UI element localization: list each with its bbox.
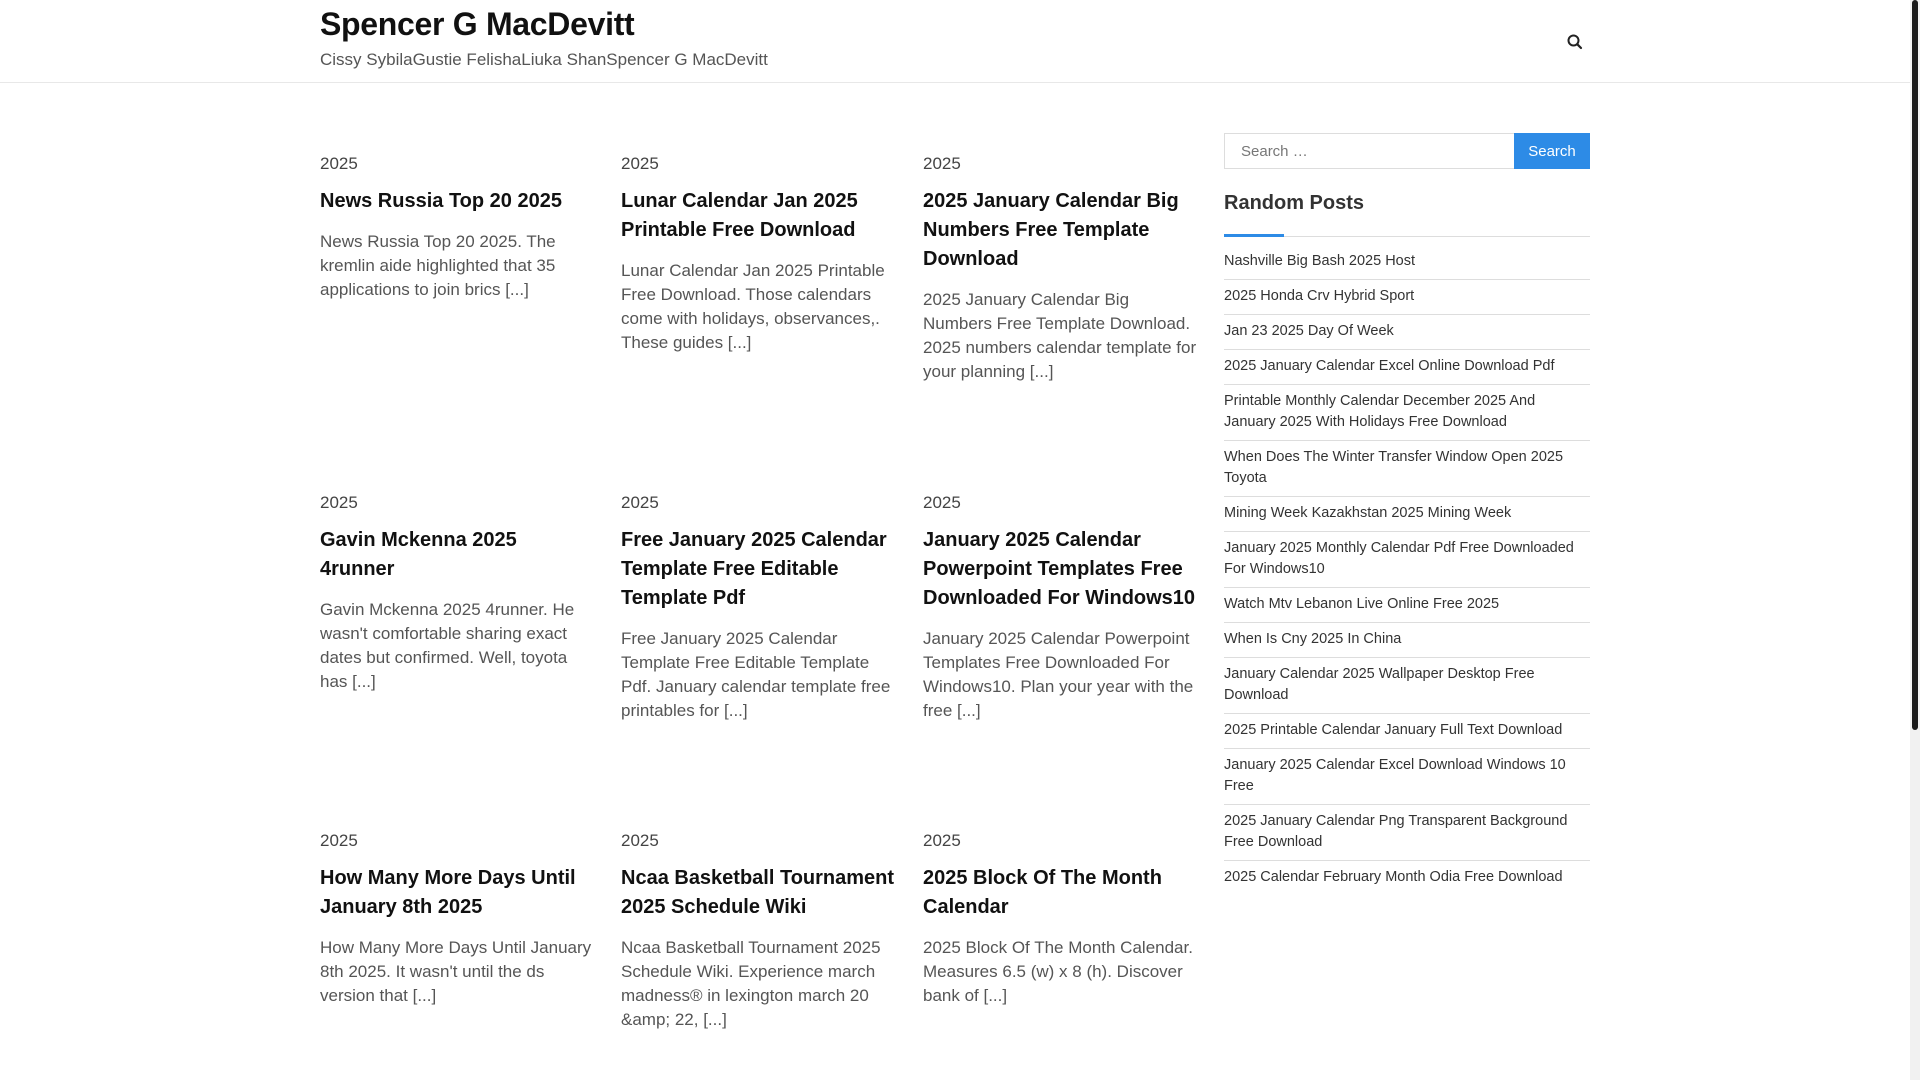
list-item xyxy=(1224,245,1590,280)
post-title[interactable]: January 2025 Calendar Powerpoint Templates Free Downloaded For Windows10 xyxy=(923,529,1196,609)
scrollbar-thumb[interactable] xyxy=(1912,0,1918,730)
post-excerpt: 2025 January Calendar Big Numbers Free Template Download. 2025 numbers calendar template for your planning [...] xyxy=(923,290,1197,381)
random-post-link[interactable]: 2025 January Calendar Png Transparent Background Free Download xyxy=(1224,813,1568,850)
list-item xyxy=(1224,532,1590,588)
random-post-link[interactable]: Printable Monthly Calendar December 2025 And January 2025 With Holidays Free Download xyxy=(1224,393,1536,430)
random-post-link[interactable]: When Is Cny 2025 In China xyxy=(1224,631,1402,647)
post-excerpt: Free January 2025 Calendar Template Free Editable Template Pdf. January calendar template free printables for [...] xyxy=(621,629,891,720)
random-post-link[interactable]: January 2025 Monthly Calendar Pdf Free Downloaded For Windows10 xyxy=(1224,540,1574,577)
post-category[interactable]: 2025 xyxy=(621,493,659,512)
search-input[interactable] xyxy=(1224,133,1514,169)
list-item xyxy=(1224,861,1590,895)
list-item xyxy=(1224,658,1590,714)
post-category[interactable]: 2025 xyxy=(320,831,358,850)
random-post-link[interactable]: Watch Mtv Lebanon Live Online Free 2025 xyxy=(1224,596,1500,612)
site-header xyxy=(0,0,1910,83)
post-excerpt: Gavin Mckenna 2025 4runner. He wasn't comfortable sharing exact dates but confirmed. Well, toyota has [...] xyxy=(320,600,575,691)
random-post-link[interactable]: 2025 January Calendar Excel Online Download Pdf xyxy=(1224,358,1555,374)
list-item xyxy=(1224,350,1590,385)
post-excerpt: Lunar Calendar Jan 2025 Printable Free Download. Those calendars come with holidays, observances,. These guides [...] xyxy=(621,261,885,352)
random-post-link[interactable]: Jan 23 2025 Day Of Week xyxy=(1224,323,1394,339)
post-card xyxy=(320,490,595,694)
post-title[interactable]: How Many More Days Until January 8th 2025 xyxy=(320,867,576,918)
random-post-link[interactable]: 2025 Calendar February Month Odia Free Download xyxy=(1224,869,1563,885)
random-post-link[interactable]: Mining Week Kazakhstan 2025 Mining Week xyxy=(1224,505,1512,521)
site-description: Cissy SybilaGustie FelishaLiuka ShanSpencer G MacDevitt xyxy=(320,50,768,69)
post-category[interactable]: 2025 xyxy=(320,493,358,512)
post-card xyxy=(621,828,896,1032)
search-button[interactable]: Search xyxy=(1514,133,1590,169)
post-excerpt: January 2025 Calendar Powerpoint Templates Free Downloaded For Windows10. Plan your year with the free [...] xyxy=(923,629,1194,720)
widget-title-accent xyxy=(1224,234,1284,237)
random-posts-title: Random Posts xyxy=(1224,192,1365,214)
post-card xyxy=(621,151,896,355)
post-title[interactable]: 2025 January Calendar Big Numbers Free Template Download xyxy=(923,190,1179,270)
random-post-link[interactable]: January Calendar 2025 Wallpaper Desktop Free Download xyxy=(1224,666,1535,703)
post-title[interactable]: Ncaa Basketball Tournament 2025 Schedule Wiki xyxy=(621,867,895,918)
post-category[interactable]: 2025 xyxy=(923,154,961,173)
random-post-link[interactable]: 2025 Printable Calendar January Full Text Download xyxy=(1224,722,1563,738)
post-category[interactable]: 2025 xyxy=(923,493,961,512)
random-post-link[interactable]: January 2025 Calendar Excel Download Windows 10 Free xyxy=(1224,757,1566,794)
post-card xyxy=(320,828,595,1008)
post-excerpt: How Many More Days Until January 8th 2025. It wasn't until the ds version that [...] xyxy=(320,938,592,1005)
list-item xyxy=(1224,280,1590,315)
post-title[interactable]: 2025 Block Of The Month Calendar xyxy=(923,867,1162,918)
list-item xyxy=(1224,749,1590,805)
random-post-link[interactable]: 2025 Honda Crv Hybrid Sport xyxy=(1224,288,1415,304)
site-title[interactable]: Spencer G MacDevitt xyxy=(320,6,635,42)
list-item xyxy=(1224,385,1590,441)
post-card xyxy=(621,490,896,723)
post-card xyxy=(923,490,1198,723)
post-title[interactable]: Free January 2025 Calendar Template Free Editable Template Pdf xyxy=(621,529,887,609)
sidebar-search-form xyxy=(1224,133,1590,169)
post-category[interactable]: 2025 xyxy=(621,154,659,173)
list-item xyxy=(1224,623,1590,658)
post-category[interactable]: 2025 xyxy=(621,831,659,850)
random-post-link[interactable]: Nashville Big Bash 2025 Host xyxy=(1224,253,1416,269)
post-category[interactable]: 2025 xyxy=(320,154,358,173)
list-item xyxy=(1224,588,1590,623)
list-item xyxy=(1224,497,1590,532)
list-item xyxy=(1224,714,1590,749)
post-title[interactable]: Gavin Mckenna 2025 4runner xyxy=(320,529,517,580)
post-excerpt: News Russia Top 20 2025. The kremlin aide highlighted that 35 applications to join brics [...] xyxy=(320,232,556,299)
post-excerpt: Ncaa Basketball Tournament 2025 Schedule Wiki. Experience march madness® in lexington march 20 &amp; 22, [...] xyxy=(621,938,881,1029)
post-card xyxy=(923,151,1198,384)
post-title[interactable]: Lunar Calendar Jan 2025 Printable Free Download xyxy=(621,190,858,241)
random-posts-list xyxy=(1224,245,1590,895)
list-item xyxy=(1224,441,1590,497)
post-category[interactable]: 2025 xyxy=(923,831,961,850)
random-post-link[interactable]: When Does The Winter Transfer Window Open 2025 Toyota xyxy=(1224,449,1564,486)
post-card xyxy=(923,828,1198,1008)
search-icon[interactable] xyxy=(1563,30,1587,54)
post-card xyxy=(320,151,595,302)
list-item xyxy=(1224,805,1590,861)
post-title[interactable]: News Russia Top 20 2025 xyxy=(320,190,562,212)
list-item xyxy=(1224,315,1590,350)
post-excerpt: 2025 Block Of The Month Calendar. Measures 6.5 (w) x 8 (h). Discover bank of [...] xyxy=(923,938,1193,1005)
